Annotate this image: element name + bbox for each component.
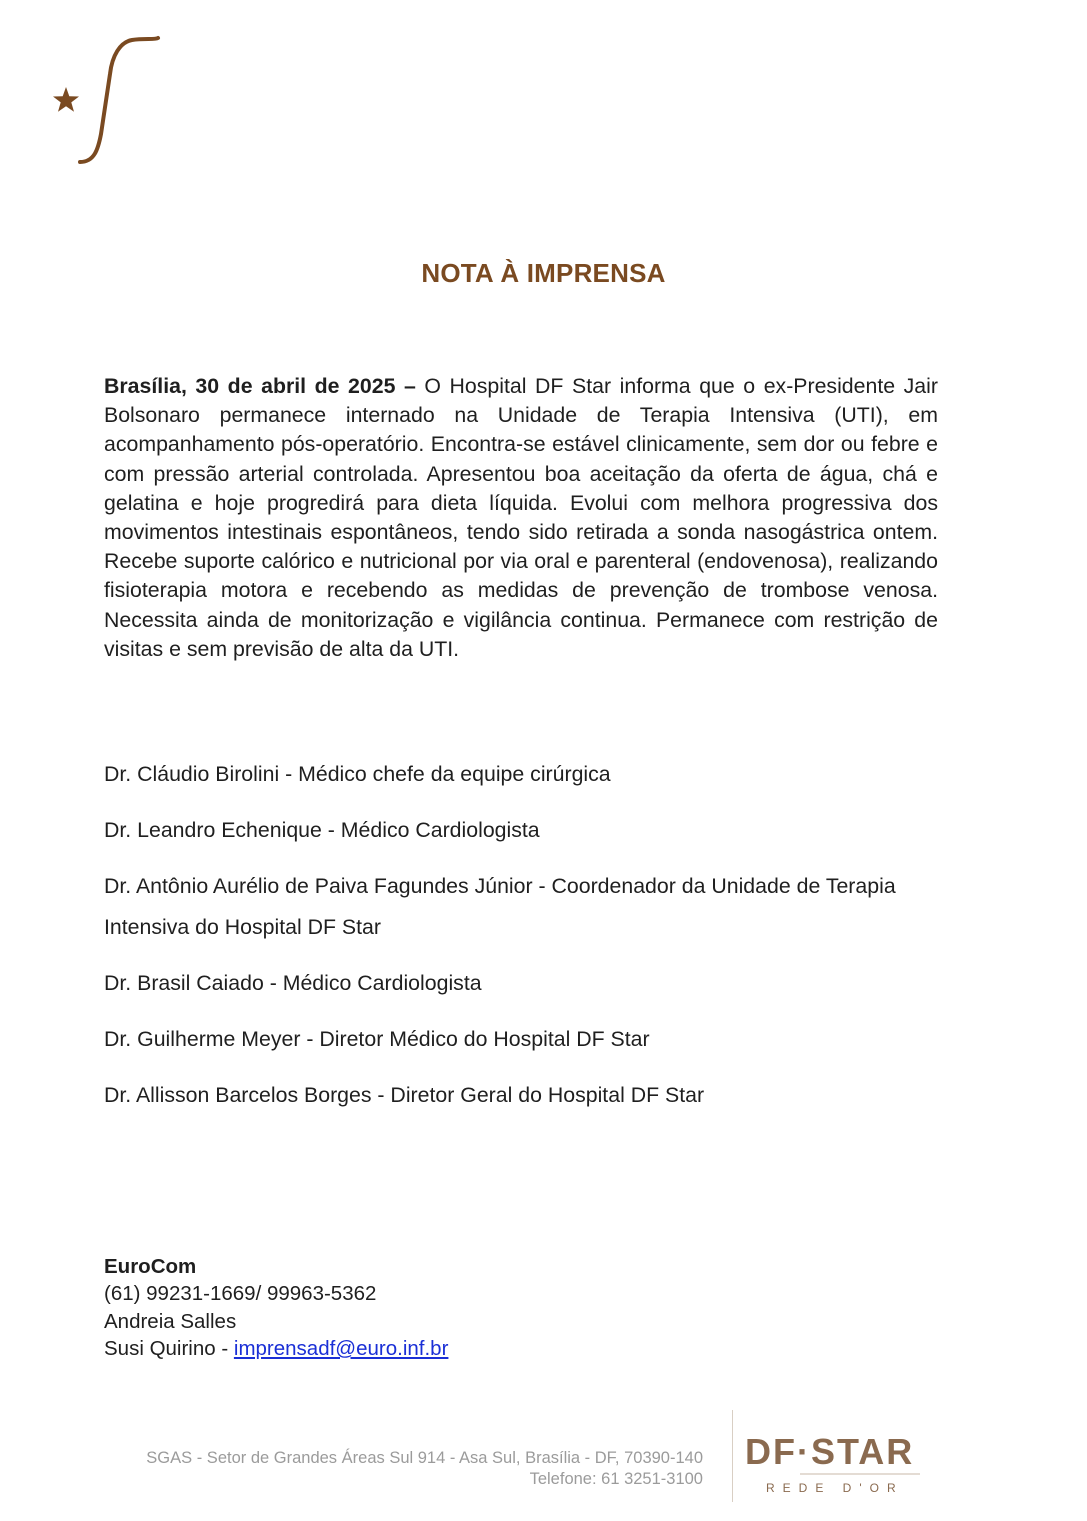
signatory: Dr. Antônio Aurélio de Paiva Fagundes Júnior - Coordenador da Unidade de Terapia Intensiva do Hospital DF Star [104, 874, 896, 939]
agency-name: EuroCom [104, 1255, 197, 1278]
footer-phone: Telefone: 61 3251-3100 [529, 1470, 703, 1488]
email-link[interactable]: imprensadf@euro.inf.br [233, 1336, 449, 1360]
logo-swoosh [80, 38, 158, 162]
signatory: Dr. Brasil Caiado - Médico Cardiologista [104, 971, 482, 995]
body-text: O Hospital DF Star informa que o ex-Presidente Jair Bolsonaro permanece internado na Unidade de Terapia Intensiva (UTI), em acompanhamento pós-operatório. Encontra-se estável clinicamente, sem dor ou febre e com pressão arterial controlada. Apresentou boa aceitação da oferta de água, chá e gelatina e hoje progredirá para dieta líquida. Evolui com melhora progressiva dos movimentos intestinais espontâneos, tendo sido retirada a sonda nasogástrica ontem. Recebe suporte calórico e nutricional por via oral e parenteral (endovenosa), realizando fisioterapia motora e recebendo as medidas de prevenção de trombose venosa. Necessita ainda de monitorização e vigilância continua. Permanece com restrição de visitas e sem previsão de alta da UTI. [104, 374, 938, 661]
star-swoosh-logo-icon [48, 34, 168, 169]
contact-person-name: Susi Quirino - [104, 1336, 234, 1360]
footer-divider [732, 1410, 733, 1502]
footer-address: SGAS - Setor de Grandes Áreas Sul 914 - Asa Sul, Brasília - DF, 70390-140 [146, 1449, 703, 1467]
signatories-list [104, 754, 934, 1131]
contact-person-with-email [104, 1335, 448, 1362]
document-title: NOTA À IMPRENSA [421, 258, 666, 288]
logo-sub-text: REDE D'OR [766, 1481, 904, 1495]
contact-phones: (61) 99231-1669/ 99963-5362 [104, 1282, 377, 1306]
df-star-logo [742, 1426, 932, 1502]
contact-person: Andreia Salles [104, 1309, 237, 1333]
logo-star [53, 87, 79, 112]
logo-main-text: DF·STAR [745, 1431, 915, 1472]
press-contact-block [104, 1253, 448, 1362]
dateline: Brasília, 30 de abril de 2025 – [104, 374, 416, 398]
signatory: Dr. Guilherme Meyer - Diretor Médico do Hospital DF Star [104, 1027, 650, 1051]
signatory: Dr. Leandro Echenique - Médico Cardiologista [104, 818, 540, 842]
footer-address-block [146, 1448, 703, 1490]
signatory: Dr. Cláudio Birolini - Médico chefe da equipe cirúrgica [104, 762, 611, 786]
body-paragraph [104, 372, 938, 664]
signatory: Dr. Allisson Barcelos Borges - Diretor Geral do Hospital DF Star [104, 1083, 705, 1107]
